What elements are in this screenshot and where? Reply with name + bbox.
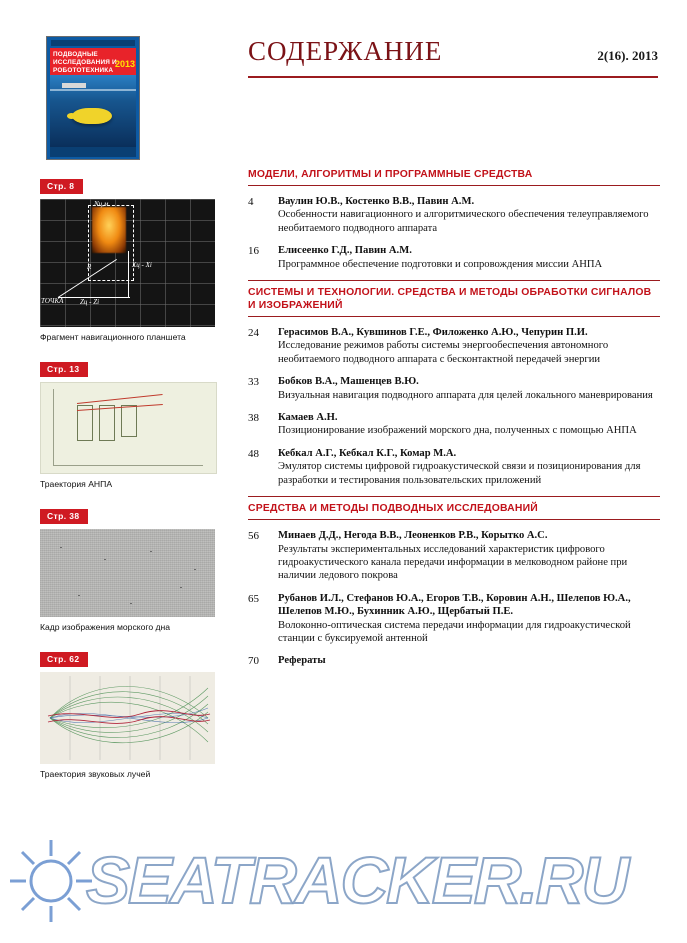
entry-page-number: 4 [248, 196, 254, 208]
entry-authors: Минаев Д.Д., Негода В.В., Леоненков Р.В., Корытко А.С. [278, 530, 548, 542]
toc-entry[interactable] [248, 326, 660, 366]
toc-section-methods [248, 496, 660, 645]
toc-entry[interactable] [248, 447, 660, 487]
toc-section-models [248, 168, 660, 271]
entry-authors: Кебкал А.Г., Кебкал К.Г., Комар М.А. [278, 447, 457, 459]
section-divider [248, 316, 660, 317]
entry-title: Волоконно-оптическая система передачи информации для гидроакустической станции с буксируемой антенной [278, 619, 631, 644]
page-title: СОДЕРЖАНИЕ [248, 36, 443, 66]
section-divider [248, 519, 660, 520]
section-divider [248, 185, 660, 186]
figure-block-2 [40, 359, 228, 490]
figure-caption-4: Траектория звуковых лучей [40, 769, 151, 779]
entry-authors: Камаев А.Н. [278, 412, 338, 424]
toc-entry[interactable] [248, 592, 660, 646]
entry-title: Эмулятор системы цифровой гидроакустической связи и позиционирования для разработки и тестирования пользовательских приложений [278, 461, 641, 486]
entry-authors: Бобков В.А., Машенцев В.Ю. [278, 376, 419, 388]
figure-navigation-tablet [40, 199, 215, 327]
entry-page-number: 56 [248, 530, 259, 543]
entry-title: Рефераты [278, 655, 326, 667]
toc-entry[interactable] [248, 244, 660, 271]
entry-page-number: 33 [248, 376, 259, 389]
page-header [248, 36, 658, 76]
entry-authors: Елисеенко Г.Д., Павин А.М. [278, 245, 412, 257]
figure-caption-3: Кадр изображения морского дна [40, 622, 171, 632]
entry-title: Программное обеспечение подготовки и сопровождения миссии АНПА [278, 258, 603, 270]
watermark-overlay [0, 830, 687, 943]
toc-entry-abstracts[interactable] [248, 654, 660, 667]
figure-block-1 [40, 176, 228, 343]
entry-title: Визуальная навигация подводного аппарата для целей локального маневрирования [278, 389, 653, 401]
page-tag-4[interactable]: Стр. 62 [40, 652, 88, 667]
entry-authors: Ваулин Ю.В., Костенко В.В., Павин А.М. [278, 196, 475, 207]
entry-title: Особенности навигационного и алгоритмического обеспечения телеуправляемого необитаемого подводного аппарата [278, 209, 649, 234]
toc-entry[interactable] [248, 375, 660, 402]
header-divider [248, 76, 658, 78]
watermark-text: SEATRACKER.RU [86, 843, 628, 917]
entry-title: Исследование режимов работы системы энергообеспечения автономного необитаемого подводного аппарата с бесконтактной передачей энергии [278, 340, 609, 365]
entry-page-number: 38 [248, 412, 259, 425]
entry-page-number: 16 [248, 245, 259, 258]
toc-entry[interactable] [248, 411, 660, 438]
entry-page-number: 70 [248, 655, 259, 668]
toc-entry[interactable] [248, 195, 660, 235]
left-illustration-column [40, 36, 228, 780]
toc-entry[interactable] [248, 529, 660, 583]
figure-auv-trajectory [40, 382, 217, 474]
entry-title: Позиционирование изображений морского дна, полученных с помощью АНПА [278, 425, 637, 437]
section-heading: МОДЕЛИ, АЛГОРИТМЫ И ПРОГРАММНЫЕ СРЕДСТВА [248, 169, 533, 180]
figure-block-3 [40, 506, 228, 633]
cover-top-bar [51, 40, 135, 46]
cover-journal-title: ПОДВОДНЫЕ ИССЛЕДОВАНИЯ И РОБОТОТЕХНИКА [53, 51, 117, 74]
entry-page-number: 24 [248, 327, 259, 340]
figure-block-4 [40, 649, 228, 780]
figure-seabed-image [40, 529, 215, 617]
entry-authors: Герасимов В.А., Кувшинов Г.Е., Филоженко А.Ю., Чепурин П.И. [278, 327, 588, 339]
table-of-contents [248, 168, 660, 668]
figure1-label-dx: Хц - Хi [132, 261, 152, 269]
figure1-label-point: ТОЧКА [41, 297, 64, 305]
sun-logo-icon [8, 838, 94, 924]
cover-boat-icon [62, 83, 86, 88]
figure1-label-n: Nц,м [94, 200, 109, 208]
figure-caption-2: Траектория АНПА [40, 479, 113, 489]
figure-sound-rays [40, 672, 215, 764]
page-tag-2[interactable]: Стр. 13 [40, 362, 88, 377]
section-heading: СРЕДСТВА И МЕТОДЫ ПОДВОДНЫХ ИССЛЕДОВАНИЙ [248, 503, 538, 515]
cover-bottom-bar [50, 147, 136, 157]
issue-number: 2(16). 2013 [597, 48, 658, 63]
figure1-label-r: R [87, 263, 92, 271]
figure1-label-dz: Zц - Zi [80, 298, 100, 306]
cover-sea-image [50, 75, 136, 147]
page-tag-1[interactable]: Стр. 8 [40, 179, 83, 194]
page-tag-3[interactable]: Стр. 38 [40, 509, 88, 524]
entry-page-number: 65 [248, 592, 259, 605]
entry-title: Результаты экспериментальных исследований характеристик цифрового гидроакустического канала передачи информации в мелководном районе при наличии ледового покрова [278, 543, 628, 582]
cover-horizon-line [50, 89, 136, 91]
entry-authors: Рубанов И.Л., Стефанов Ю.А., Егоров Т.В., Коровин А.Н., Шелепов Ю.А., Шелепов М.Ю., Бухинник А.Ю., Щербатый П.Е. [278, 592, 631, 618]
cover-submersible-icon [72, 108, 112, 124]
figure-caption-1: Фрагмент навигационного планшета [40, 332, 186, 342]
cover-year: 2013 [114, 59, 135, 69]
sound-rays-svg [40, 672, 215, 764]
section-heading: СИСТЕМЫ И ТЕХНОЛОГИИ. СРЕДСТВА И МЕТОДЫ ОБРАБОТКИ СИГНАЛОВ И ИЗОБРАЖЕНИЙ [248, 287, 652, 312]
journal-cover-thumbnail [46, 36, 140, 160]
entry-page-number: 48 [248, 447, 259, 460]
toc-section-systems [248, 280, 660, 487]
